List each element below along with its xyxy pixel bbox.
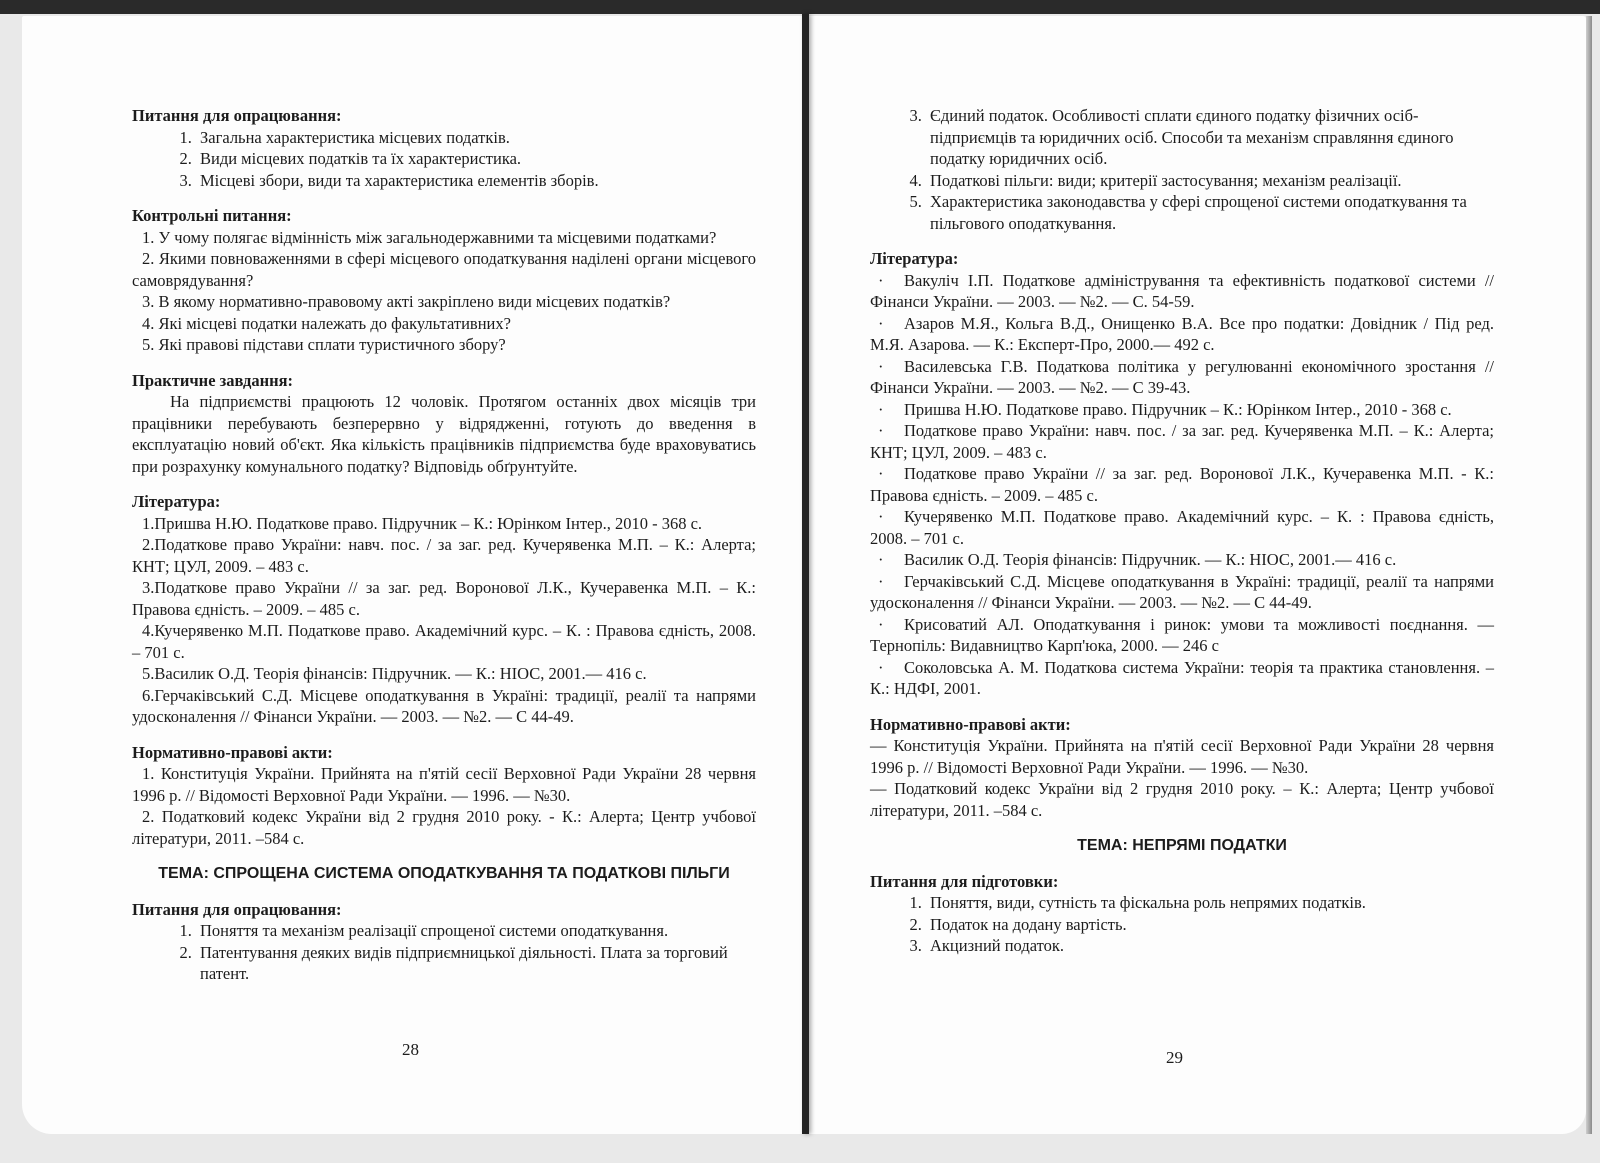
list-item: 3. Акцизний податок. — [926, 935, 1494, 957]
control-questions-list — [132, 227, 756, 356]
list-item: 3. В якому нормативно-правовому акті закріплено види місцевих податків? — [142, 292, 671, 311]
list-item: 1.Пришва Н.Ю. Податкове право. Підручник – К.: Юрінком Інтер., 2010 - 368 с. — [142, 513, 703, 533]
list-item: · Крисоватий АЛ. Оподаткування і ринок: умови та можливості поєднання. — Тернопіль: Видавництво Карп'юка, 2000. — 246 с — [870, 614, 1494, 655]
bullet-icon: · — [878, 464, 884, 483]
list-item: · Податкове право України: навч. пос. / за заг. ред. Кучерявенка М.П. – К.: Алерта; КНТ; ЦУЛ, 2009. – 483 с. — [870, 421, 1494, 462]
list-item: · Кучерявенко М.П. Податкове право. Академічний курс. – К. : Правова єдність, 2008. – 701 с. — [870, 507, 1494, 548]
list-item: 1. Загальна характеристика місцевих податків. — [196, 127, 756, 149]
literature-list — [132, 513, 756, 728]
bullet-icon: · — [878, 421, 884, 440]
list-item: 1. У чому полягає відмінність між загальнодержавними та місцевими податками? — [142, 227, 717, 247]
list-item: · Василик О.Д. Теорія фінансів: Підручник. — К.: НІОС, 2001.— 416 с. — [878, 550, 1397, 569]
questions-list — [132, 127, 756, 192]
bullet-icon: · — [878, 507, 884, 526]
list-item: 1. Конституція України. Прийнята на п'ятій сесії Верховної Ради України 28 червня 1996 р. // Відомості Верховної Ради України. — 1996. — №30. — [132, 764, 756, 805]
list-item: 5. Характеристика законодавства у сфері спрощеної системи оподаткування та пільгового оподаткування. — [926, 191, 1494, 234]
control-questions-heading: Контрольні питання: — [132, 206, 292, 225]
list-item: 5. Які правові підстави сплати туристичного збору? — [142, 335, 506, 354]
left-page — [22, 16, 804, 1134]
book-spine — [802, 14, 809, 1134]
list-item: · Податкове право України // за заг. ред. Воронової Л.К., Кучеравенка М.П. - К.: Правова єдність. – 2009. – 485 с. — [870, 464, 1494, 505]
literature-list — [870, 270, 1494, 700]
list-item: 3. Місцеві збори, види та характеристика елементів зборів. — [196, 170, 756, 192]
bullet-icon: · — [878, 313, 884, 333]
list-item: 2. Патентування деяких видів підприємницької діяльності. Плата за торговий патент. — [196, 942, 756, 985]
list-item: 2.Податкове право України: навч. пос. / за заг. ред. Кучерявенка М.П. – К.: Алерта; КНТ; ЦУЛ, 2009. – 483 с. — [132, 535, 756, 576]
page-edge — [1586, 16, 1592, 1134]
list-item: 6.Герчаківський С.Д. Місцеве оподаткування в Україні: традиції, реалії та напрями удосконалення // Фінанси України. — 2003. — №2. — С 44-49. — [132, 685, 756, 726]
bullet-icon: · — [878, 270, 884, 290]
scan-top-edge — [0, 0, 1600, 14]
questions-heading-2: Питання для опрацювання: — [132, 899, 342, 919]
bullet-icon: · — [878, 614, 884, 634]
preparation-questions-heading: Питання для підготовки: — [870, 871, 1059, 891]
legal-acts-heading: Нормативно-правові акти: — [132, 742, 333, 762]
right-page — [808, 16, 1586, 1134]
topic-heading: ТЕМА: СПРОЩЕНА СИСТЕМА ОПОДАТКУВАННЯ ТА ПОДАТКОВІ ПІЛЬГИ — [158, 865, 730, 882]
topic-heading: ТЕМА: НЕПРЯМІ ПОДАТКИ — [1077, 837, 1287, 854]
left-page-content — [132, 105, 756, 985]
questions-list-2 — [132, 920, 756, 985]
list-item: 2. Види місцевих податків та їх характеристика. — [196, 148, 756, 170]
preparation-questions-list — [870, 892, 1494, 957]
list-item: 2. Податок на додану вартість. — [926, 914, 1494, 936]
continued-questions-list — [870, 105, 1494, 234]
bullet-icon: · — [878, 356, 884, 376]
bullet-icon: · — [878, 657, 884, 677]
list-item: · Азаров М.Я., Кольга В.Д., Онищенко В.А. Все про податки: Довідник / Під ред. М.Я. Азарова. — К.: Експерт-Про, 2000.— 492 с. — [870, 313, 1494, 354]
list-item: · Пришва Н.Ю. Податкове право. Підручник – К.: Юрінком Інтер., 2010 - 368 с. — [878, 399, 1452, 419]
list-item: 1. Поняття та механізм реалізації спрощеної системи оподаткування. — [196, 920, 756, 942]
practical-task-heading: Практичне завдання: — [132, 370, 294, 390]
list-item: — Податковий кодекс України від 2 грудня 2010 року. – К.: Алерта; Центр учбової літератури, 2011. –584 с. — [870, 779, 1494, 820]
literature-heading: Література: — [870, 249, 959, 268]
legal-acts-list — [132, 763, 756, 849]
literature-heading: Література: — [132, 492, 221, 511]
page-number: 28 — [402, 1040, 419, 1059]
list-item: 3. Єдиний податок. Особливості сплати єдиного податку фізичних осіб-підприємців та юридичних осіб. Способи та механізм справляння єдиного податку юридичних осіб. — [926, 105, 1494, 170]
bullet-icon: · — [878, 571, 884, 591]
practical-task-text: На підприємстві працюють 12 чоловік. Протягом останніх двох місяців три працівники перебувають безперервно у відрядженні, готують до введення в експлуатацію новий об'єкт. Яка кількість працівників підприємства буде враховуватись при розрахунку комунального податку? Відповідь обґрунтуйте. — [132, 392, 756, 476]
list-item: 2. Податковий кодекс України від 2 грудня 2010 року. - К.: Алерта; Центр учбової літератури, 2011. –584 с. — [132, 807, 756, 848]
legal-acts-list — [870, 735, 1494, 821]
legal-acts-heading: Нормативно-правові акти: — [870, 714, 1071, 734]
list-item: · Василевська Г.В. Податкова політика у регулюванні економічного зростання // Фінанси України. — 2003. — №2. — С 39-43. — [870, 356, 1494, 397]
list-item: · Герчаківський С.Д. Місцеве оподаткування в Україні: традиції, реалії та напрями удосконалення // Фінанси України. — 2003. — №2. — С 44-49. — [870, 571, 1494, 612]
bullet-icon: · — [878, 550, 884, 569]
right-page-content — [870, 105, 1494, 957]
questions-heading: Питання для опрацювання: — [132, 106, 342, 125]
list-item: 1. Поняття, види, сутність та фіскальна роль непрямих податків. — [926, 892, 1494, 914]
list-item: 4. Які місцеві податки належать до факультативних? — [142, 313, 511, 333]
list-item: · Вакуліч І.П. Податкове адміністрування та ефективність податкової системи // Фінанси України. — 2003. — №2. — С. 54-59. — [870, 270, 1494, 311]
list-item: 4.Кучерявенко М.П. Податкове право. Академічний курс. – К. : Правова єдність, 2008. – 701 с. — [132, 621, 756, 662]
list-item: 5.Василик О.Д. Теорія фінансів: Підручник. — К.: НІОС, 2001.— 416 с. — [142, 664, 647, 683]
bullet-icon: · — [878, 399, 884, 419]
page-number: 29 — [1166, 1048, 1183, 1067]
list-item: 4. Податкові пільги: види; критерії застосування; механізм реалізації. — [926, 170, 1494, 192]
list-item: 2. Якими повноваженнями в сфері місцевого оподаткування наділені органи місцевого самоврядування? — [132, 249, 756, 290]
list-item: 3.Податкове право України // за заг. ред. Воронової Л.К., Кучеравенка М.П. – К.: Правова єдність. – 2009. – 485 с. — [132, 578, 756, 619]
list-item: · Соколовська А. М. Податкова система України: теорія та практика становлення. – К.: НДФІ, 2001. — [870, 657, 1494, 698]
list-item: — Конституція України. Прийнята на п'ятій сесії Верховної Ради України 28 червня 1996 р. // Відомості Верховної Ради України. — 1996. — №30. — [870, 736, 1494, 777]
